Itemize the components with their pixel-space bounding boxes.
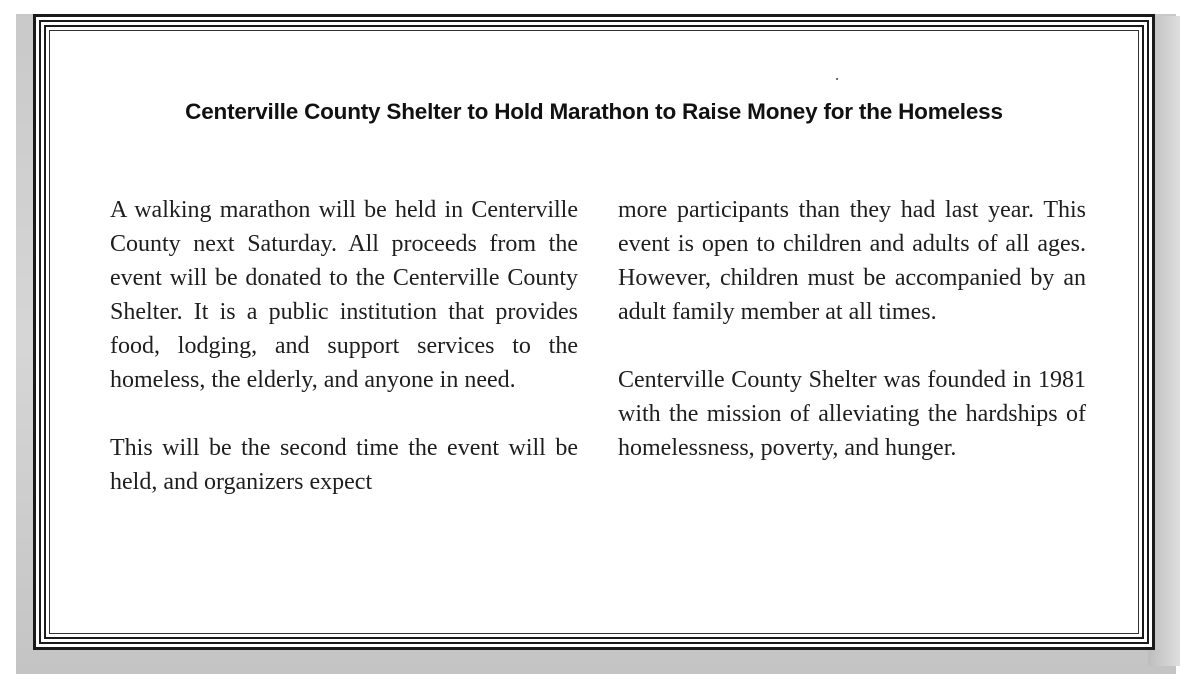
left-paragraph-1: A walking marathon will be held in Centerville County next Saturday. All proceeds from the event will be donated to the Centerville County Shelter. It is a public institution that provides food, lodging, and support services to the homeless, the elderly, and anyone in need. <box>110 197 578 393</box>
left-column <box>110 193 578 499</box>
article-body <box>110 193 1086 499</box>
left-paragraph-2: This will be the second time the event will be held, and organizers expect <box>110 435 578 495</box>
notice-panel <box>33 14 1155 650</box>
right-paragraph-2: Centerville County Shelter was founded in 1981 with the mission of alleviating the hardships of homelessness, poverty, and hunger. <box>618 367 1086 461</box>
article-headline: Centerville County Shelter to Hold Marathon to Raise Money for the Homeless <box>185 99 1003 124</box>
panel-border-inner <box>49 30 1139 634</box>
print-speck <box>836 78 838 80</box>
right-paragraph-1: more participants than they had last year. This event is open to children and adults of all ages. However, children must be accompanied by an adult family member at all times. <box>618 197 1086 325</box>
right-column <box>618 193 1086 499</box>
